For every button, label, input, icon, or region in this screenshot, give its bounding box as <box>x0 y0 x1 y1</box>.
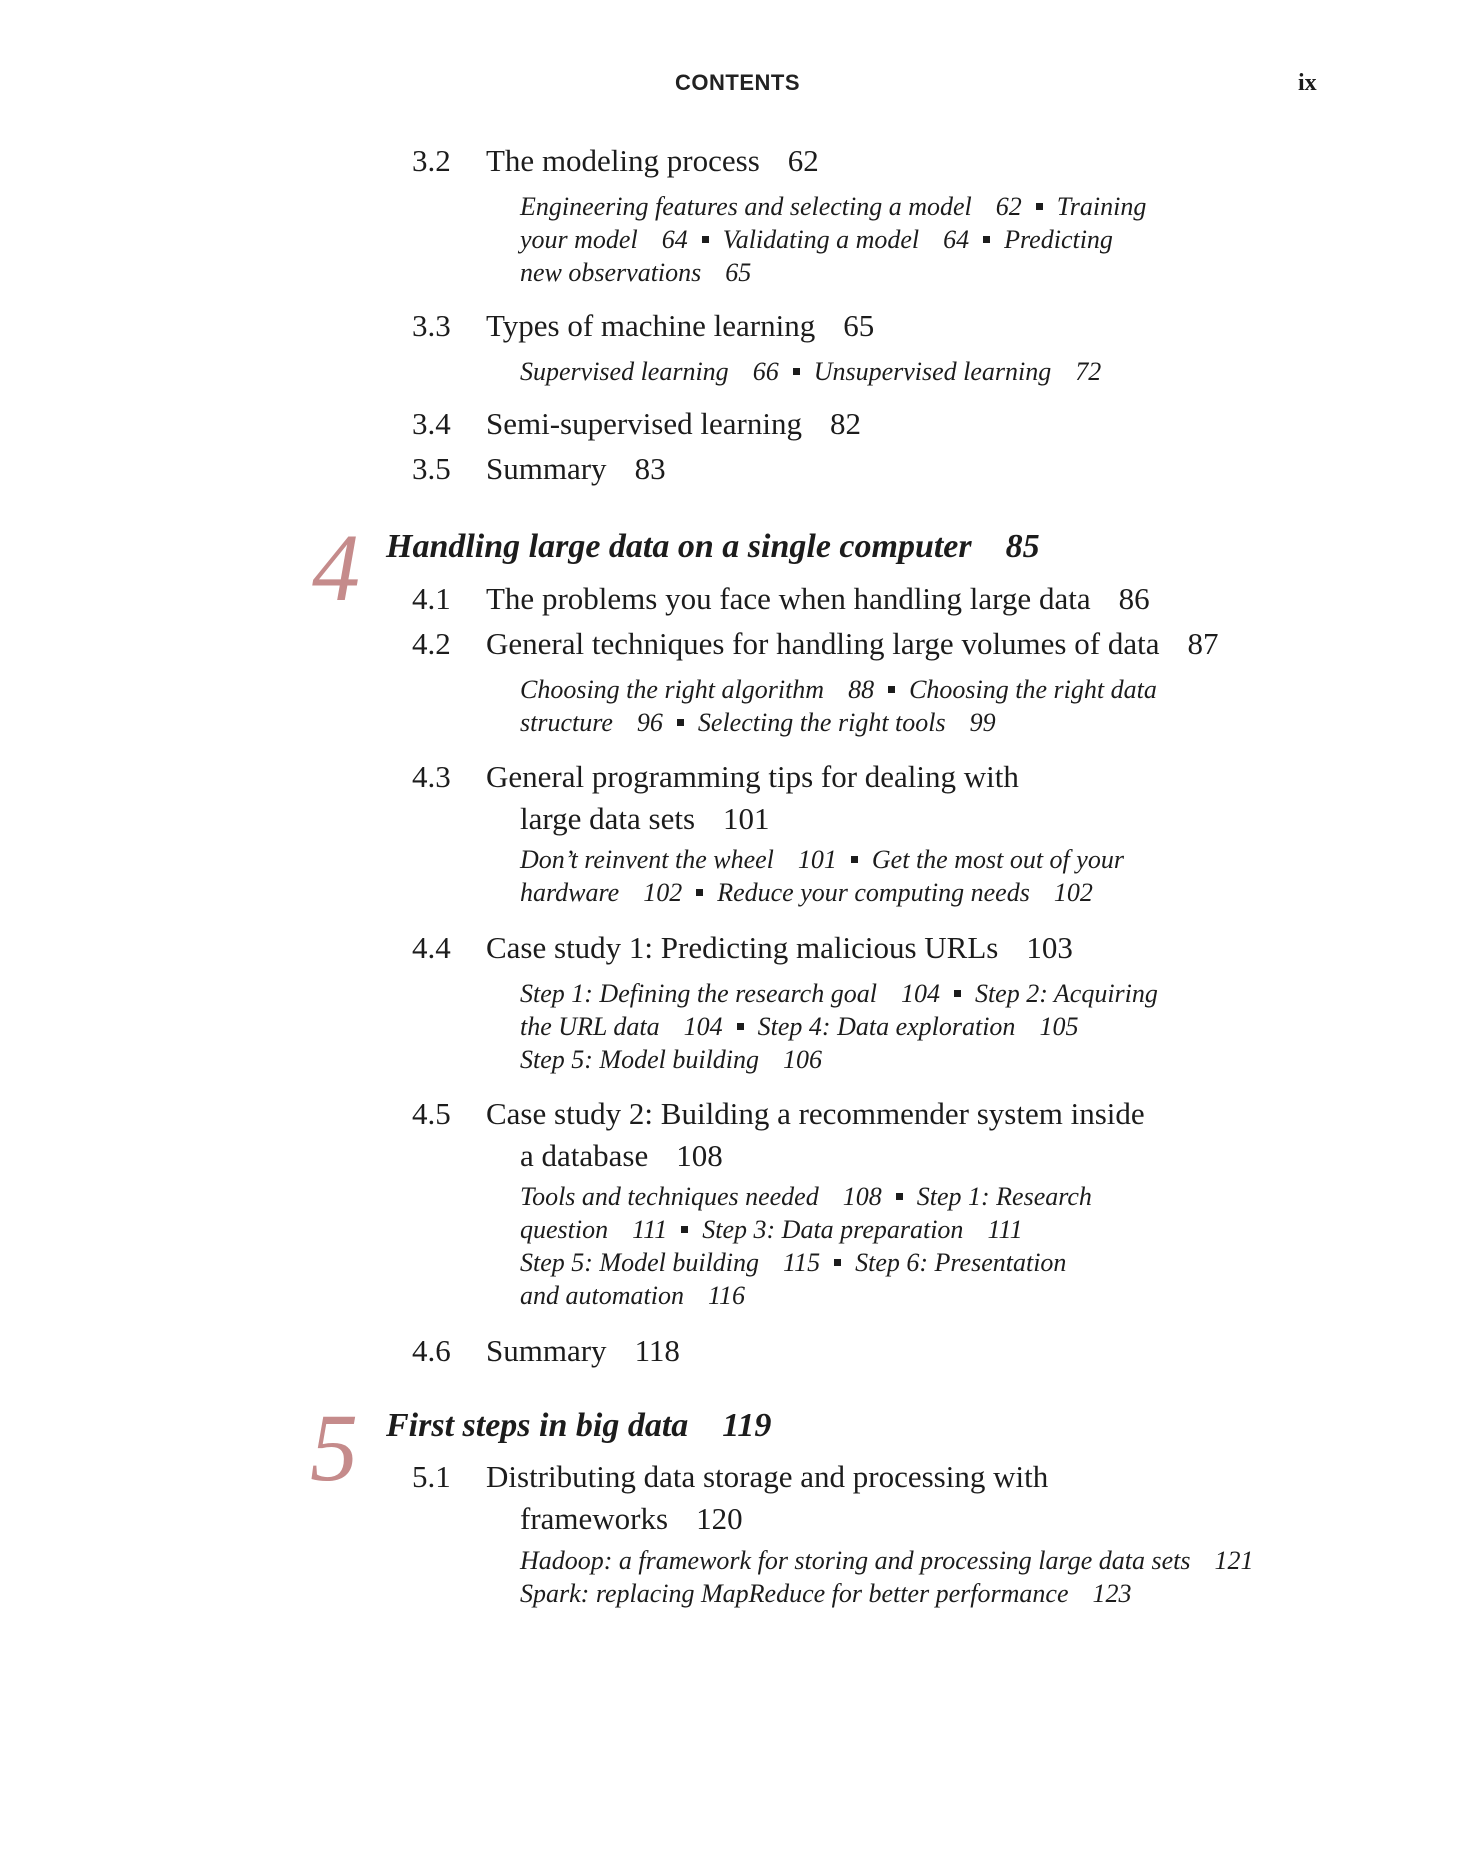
subsection-line: Step 5: Model building 106 <box>520 1045 823 1074</box>
subsection-line: Spark: replacing MapReduce for better performance 123 <box>520 1579 1132 1608</box>
section-number: 3.4 <box>412 406 451 441</box>
section-title-3-4: Semi-supervised learning 82 <box>486 406 861 441</box>
bullet-icon <box>896 1193 903 1200</box>
section-page: 62 <box>787 143 819 178</box>
bullet-icon <box>696 889 703 896</box>
chapter-number: 5 <box>310 1394 358 1501</box>
section-title-3-3: Types of machine learning 65 <box>486 308 875 343</box>
bullet-icon <box>888 686 895 693</box>
section-title-4-5: Case study 2: Building a recommender system inside <box>486 1096 1145 1131</box>
section-title-4-4: Case study 1: Predicting malicious URLs 103 <box>486 930 1073 965</box>
section-title-4-5-cont: a database 108 <box>520 1138 723 1173</box>
section-number: 4.1 <box>412 581 451 616</box>
section-number: 4.5 <box>412 1096 451 1131</box>
section-number: 4.4 <box>412 930 451 965</box>
chapter-number: 4 <box>312 514 360 621</box>
section-title-5-1: Distributing data storage and processing with <box>486 1459 1049 1494</box>
section-title-text: The modeling process <box>486 143 760 178</box>
section-title-3-2 <box>486 143 819 179</box>
running-head: CONTENTS <box>675 70 800 95</box>
subsection-line: Tools and techniques needed 108 Step 1: Research <box>520 1182 1092 1211</box>
section-title-4-2: General techniques for handling large volumes of data 87 <box>486 626 1219 661</box>
subsection-line: and automation 116 <box>520 1281 746 1310</box>
subsection-line: your model 64 Validating a model 64 Predicting <box>520 225 1113 254</box>
section-number: 5.1 <box>412 1459 451 1494</box>
section-number: 4.6 <box>412 1333 451 1368</box>
section-title-3-5: Summary 83 <box>486 451 666 486</box>
page-number: ix <box>1298 70 1317 96</box>
bullet-icon <box>702 236 709 243</box>
section-title-4-3-cont: large data sets 101 <box>520 801 770 836</box>
subsection-line: the URL data 104 Step 4: Data exploration 105 <box>520 1012 1079 1041</box>
chapter-title-5: First steps in big data 119 <box>386 1407 772 1444</box>
subsection-line: Supervised learning 66 Unsupervised learning 72 <box>520 357 1102 386</box>
bullet-icon <box>851 856 858 863</box>
section-title-4-6: Summary 118 <box>486 1333 680 1368</box>
subsection-line: new observations 65 <box>520 258 752 287</box>
bullet-icon <box>1036 203 1043 210</box>
section-number: 3.5 <box>412 451 451 486</box>
bullet-icon <box>677 719 684 726</box>
subsection-line: Engineering features and selecting a model 62 Training <box>520 192 1147 221</box>
subsection-line: structure 96 Selecting the right tools 99 <box>520 708 996 737</box>
chapter-title-4: Handling large data on a single computer 85 <box>386 528 1040 565</box>
bullet-icon <box>983 236 990 243</box>
subsection-line: Hadoop: a framework for storing and processing large data sets 121 <box>520 1546 1254 1575</box>
section-title-4-1: The problems you face when handling large data 86 <box>486 581 1150 616</box>
bullet-icon <box>834 1259 841 1266</box>
bullet-icon <box>737 1023 744 1030</box>
section-number: 3.3 <box>412 308 451 343</box>
bullet-icon <box>681 1226 688 1233</box>
subsection-line: Step 1: Defining the research goal 104 Step 2: Acquiring <box>520 979 1158 1008</box>
subsection-line: question 111 Step 3: Data preparation 111 <box>520 1215 1023 1244</box>
section-title-5-1-cont: frameworks 120 <box>520 1501 743 1536</box>
subsection-line: Step 5: Model building 115 Step 6: Presentation <box>520 1248 1067 1277</box>
section-number: 4.3 <box>412 759 451 794</box>
subsection-line: Don’t reinvent the wheel 101 Get the most out of your <box>520 845 1124 874</box>
bullet-icon <box>793 368 800 375</box>
subsection-line: hardware 102 Reduce your computing needs 102 <box>520 878 1093 907</box>
section-number: 4.2 <box>412 626 451 661</box>
section-number: 3.2 <box>412 143 451 178</box>
subsection-line: Choosing the right algorithm 88 Choosing the right data <box>520 675 1157 704</box>
bullet-icon <box>954 990 961 997</box>
section-title-4-3: General programming tips for dealing with <box>486 759 1019 794</box>
